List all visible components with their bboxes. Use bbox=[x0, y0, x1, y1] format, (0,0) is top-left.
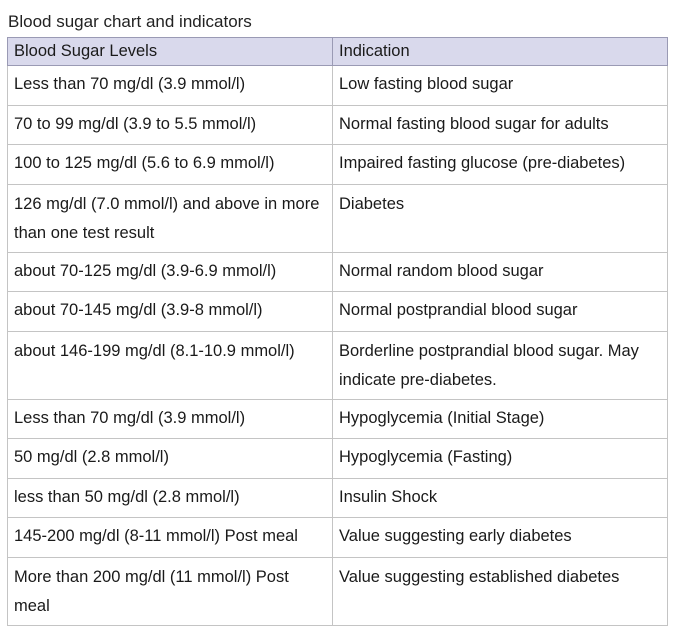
level-cell: less than 50 mg/dl (2.8 mmol/l) bbox=[8, 478, 333, 518]
table-row bbox=[8, 518, 668, 558]
column-header-levels: Blood Sugar Levels bbox=[8, 38, 333, 66]
column-header-indication: Indication bbox=[333, 38, 668, 66]
indication-cell: Value suggesting established diabetes bbox=[333, 557, 668, 625]
table-row bbox=[8, 331, 668, 399]
level-cell: 100 to 125 mg/dl (5.6 to 6.9 mmol/l) bbox=[8, 145, 333, 185]
table-header-row bbox=[8, 38, 668, 66]
level-cell: 126 mg/dl (7.0 mmol/l) and above in more than one test result bbox=[8, 184, 333, 252]
table-caption: Blood sugar chart and indicators bbox=[8, 12, 252, 31]
blood-sugar-table bbox=[7, 37, 668, 626]
table-row bbox=[8, 252, 668, 292]
table-row bbox=[8, 66, 668, 106]
level-cell: about 70-145 mg/dl (3.9-8 mmol/l) bbox=[8, 292, 333, 332]
table-row bbox=[8, 439, 668, 479]
level-cell: 145-200 mg/dl (8-11 mmol/l) Post meal bbox=[8, 518, 333, 558]
table-row bbox=[8, 399, 668, 439]
level-cell: about 146-199 mg/dl (8.1-10.9 mmol/l) bbox=[8, 331, 333, 399]
indication-cell: Borderline postprandial blood sugar. May indicate pre-diabetes. bbox=[333, 331, 668, 399]
table-row bbox=[8, 478, 668, 518]
indication-cell: Insulin Shock bbox=[333, 478, 668, 518]
table-row bbox=[8, 184, 668, 252]
indication-cell: Diabetes bbox=[333, 184, 668, 252]
table-row bbox=[8, 292, 668, 332]
level-cell: More than 200 mg/dl (11 mmol/l) Post meal bbox=[8, 557, 333, 625]
indication-cell: Hypoglycemia (Initial Stage) bbox=[333, 399, 668, 439]
table-row bbox=[8, 557, 668, 625]
indication-cell: Normal fasting blood sugar for adults bbox=[333, 105, 668, 145]
table-row bbox=[8, 105, 668, 145]
level-cell: Less than 70 mg/dl (3.9 mmol/l) bbox=[8, 66, 333, 106]
indication-cell: Normal random blood sugar bbox=[333, 252, 668, 292]
level-cell: 70 to 99 mg/dl (3.9 to 5.5 mmol/l) bbox=[8, 105, 333, 145]
indication-cell: Impaired fasting glucose (pre-diabetes) bbox=[333, 145, 668, 185]
indication-cell: Value suggesting early diabetes bbox=[333, 518, 668, 558]
indication-cell: Hypoglycemia (Fasting) bbox=[333, 439, 668, 479]
level-cell: about 70-125 mg/dl (3.9-6.9 mmol/l) bbox=[8, 252, 333, 292]
table-row bbox=[8, 145, 668, 185]
level-cell: Less than 70 mg/dl (3.9 mmol/l) bbox=[8, 399, 333, 439]
indication-cell: Normal postprandial blood sugar bbox=[333, 292, 668, 332]
level-cell: 50 mg/dl (2.8 mmol/l) bbox=[8, 439, 333, 479]
indication-cell: Low fasting blood sugar bbox=[333, 66, 668, 106]
